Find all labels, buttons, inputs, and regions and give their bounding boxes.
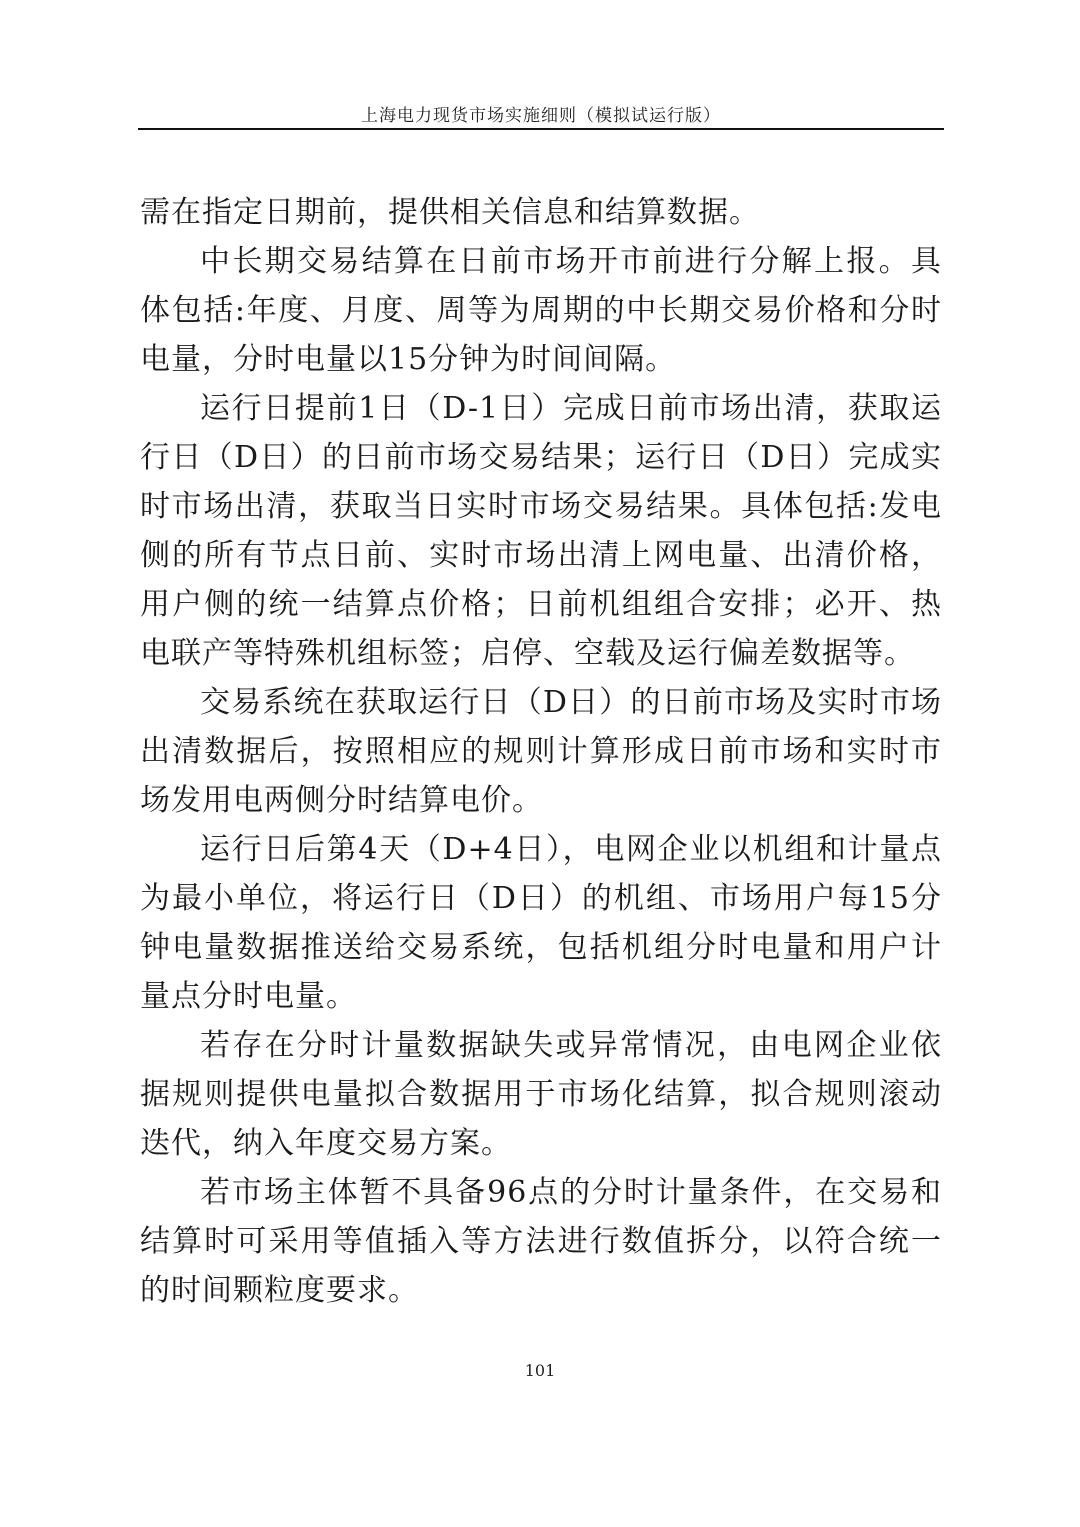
paragraph: 运行日后第4天（D+4日），电网企业以机组和计量点为最小单位，将运行日（D日）的机组、市场用户每15分钟电量数据推送给交易系统，包括机组分时电量和用户计量点分时电量。 [140, 832, 942, 1014]
paragraph: 需在指定日期前，提供相关信息和结算数据。 [140, 195, 760, 230]
running-header: 上海电力现货市场实施细则（模拟试运行版） [361, 106, 721, 126]
body-text [140, 188, 942, 1315]
paragraph: 运行日提前1日（D-1日）完成日前市场出清，获取运行日（D日）的日前市场交易结果；运行日（D日）完成实时市场出清，获取当日实时市场交易结果。具体包括:发电侧的所有节点日前、实时市场出清上网电量、出清价格，用户侧的统一结算点价格；日前机组组合安排；必开、热电联产等特殊机组标签；启停、空载及运行偏差数据等。 [140, 391, 942, 671]
paragraph: 交易系统在获取运行日（D日）的日前市场及实时市场出清数据后，按照相应的规则计算形成日前市场和实时市场发用电两侧分时结算电价。 [140, 685, 942, 818]
page-number: 101 [524, 1361, 556, 1380]
paragraph: 中长期交易结算在日前市场开市前进行分解上报。具体包括:年度、月度、周等为周期的中长期交易价格和分时电量，分时电量以15分钟为时间间隔。 [140, 244, 942, 377]
paragraph: 若存在分时计量数据缺失或异常情况，由电网企业依据规则提供电量拟合数据用于市场化结算，拟合规则滚动迭代，纳入年度交易方案。 [140, 1028, 942, 1161]
header-rule [138, 128, 944, 130]
paragraph: 若市场主体暂不具备96点的分时计量条件，在交易和结算时可采用等值插入等方法进行数值拆分，以符合统一的时间颗粒度要求。 [140, 1175, 942, 1308]
